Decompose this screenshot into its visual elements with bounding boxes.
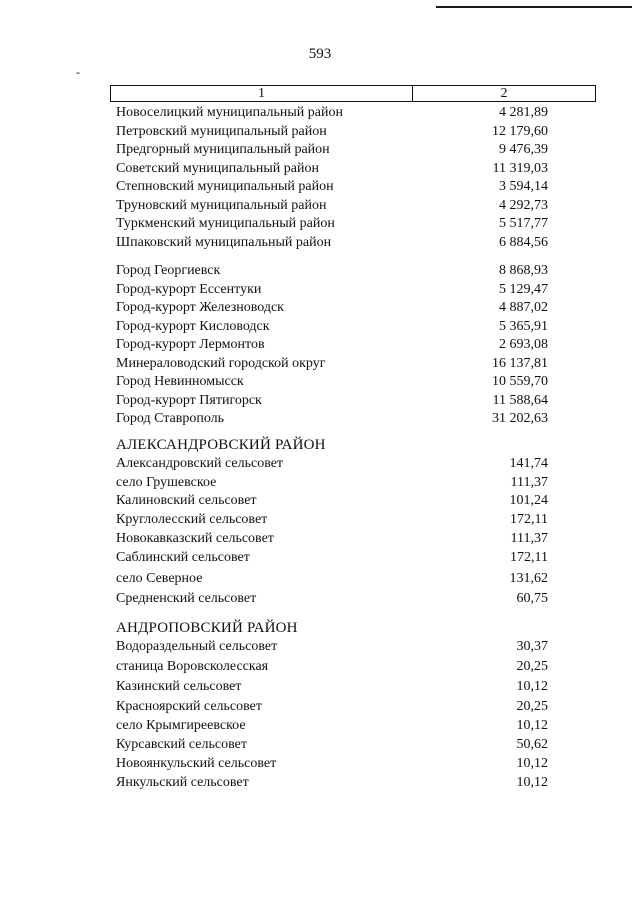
table-row [116, 717, 548, 735]
row-name: Красноярский сельсовет [116, 699, 262, 714]
table-row [116, 299, 548, 317]
row-name: Новоянкульский сельсовет [116, 756, 277, 771]
row-value: 5 129,47 [499, 282, 548, 297]
row-name: Минераловодский городской округ [116, 356, 326, 371]
row-value: 111,37 [510, 531, 548, 546]
row-value: 10,12 [516, 756, 548, 771]
row-value: 141,74 [509, 456, 548, 471]
row-value: 4 281,89 [499, 105, 548, 120]
row-value: 4 887,02 [499, 300, 548, 315]
table-row [116, 698, 548, 716]
row-name: Курсавский сельсовет [116, 737, 247, 752]
table-row [116, 373, 548, 391]
row-value: 20,25 [516, 699, 548, 714]
row-name: Александровский сельсовет [116, 456, 284, 471]
row-value: 11 588,64 [492, 393, 548, 408]
table-row [116, 141, 548, 159]
section-heading: АНДРОПОВСКИЙ РАЙОН [116, 620, 298, 636]
table-row [116, 178, 548, 196]
row-value: 111,37 [510, 475, 548, 490]
row-value: 30,37 [516, 639, 548, 654]
row-name: Янкульский сельсовет [116, 775, 249, 790]
row-name: Советский муниципальный район [116, 161, 319, 176]
row-name: село Грушевское [116, 475, 217, 490]
row-name: Труновский муниципальный район [116, 198, 327, 213]
row-name: Город-курорт Железноводск [116, 300, 284, 315]
row-value: 172,11 [510, 512, 548, 527]
row-name: Новоселицкий муниципальный район [116, 105, 343, 120]
row-value: 9 476,39 [499, 142, 548, 157]
row-value: 10,12 [516, 679, 548, 694]
row-name: Петровский муниципальный район [116, 124, 327, 139]
row-name: Казинский сельсовет [116, 679, 242, 694]
page-number: 593 [308, 46, 332, 62]
column-header-2: 2 [500, 86, 508, 101]
table-row [116, 570, 548, 588]
row-value: 5 517,77 [499, 216, 548, 231]
row-value: 10 559,70 [492, 374, 548, 389]
table-row [116, 530, 548, 548]
table-row [116, 590, 548, 608]
section-heading: АЛЕКСАНДРОВСКИЙ РАЙОН [116, 437, 326, 453]
table-row [116, 755, 548, 773]
row-value: 60,75 [516, 591, 548, 606]
row-value: 50,62 [516, 737, 548, 752]
table-row [116, 511, 548, 529]
row-name: Круглолесский сельсовет [116, 512, 268, 527]
table-row [116, 549, 548, 567]
row-name: Город Ставрополь [116, 411, 225, 426]
table-row [116, 774, 548, 792]
table-row [116, 410, 548, 428]
table-row [116, 160, 548, 178]
row-name: Калиновский сельсовет [116, 493, 257, 508]
row-name: Город Георгиевск [116, 263, 221, 278]
table-row [116, 638, 548, 656]
row-name: Город-курорт Кисловодск [116, 319, 270, 334]
row-value: 6 884,56 [499, 235, 548, 250]
row-value: 131,62 [509, 571, 548, 586]
row-value: 16 137,81 [492, 356, 548, 371]
table-row [116, 392, 548, 410]
row-value: 8 868,93 [499, 263, 548, 278]
row-value: 10,12 [516, 775, 548, 790]
column-header-1: 1 [111, 86, 413, 101]
table-row [116, 474, 548, 492]
row-name: Туркменский муниципальный район [116, 216, 335, 231]
table-row [116, 197, 548, 215]
row-value: 2 693,08 [499, 337, 548, 352]
row-name: Шпаковский муниципальный район [116, 235, 332, 250]
table-row [116, 215, 548, 233]
row-name: станица Воровсколесская [116, 659, 269, 674]
table-row [116, 678, 548, 696]
table-row [116, 658, 548, 676]
table-row [116, 262, 548, 280]
table-row [116, 355, 548, 373]
table-header [110, 85, 596, 102]
table-row [116, 234, 548, 252]
row-name: Город-курорт Лермонтов [116, 337, 265, 352]
row-value: 20,25 [516, 659, 548, 674]
row-value: 12 179,60 [492, 124, 548, 139]
row-name: село Крымгиреевское [116, 718, 246, 733]
row-value: 101,24 [509, 493, 548, 508]
row-name: село Северное [116, 571, 203, 586]
row-name: Саблинский сельсовет [116, 550, 250, 565]
row-name: Предгорный муниципальный район [116, 142, 330, 157]
table-row [116, 736, 548, 754]
table-row [116, 455, 548, 473]
row-name: Средненский сельсовет [116, 591, 257, 606]
top-rule [436, 6, 632, 8]
table-row [116, 281, 548, 299]
margin-mark: - [76, 65, 80, 79]
row-value: 11 319,03 [492, 161, 548, 176]
row-name: Город Невинномысск [116, 374, 244, 389]
row-name: Город-курорт Пятигорск [116, 393, 262, 408]
row-name: Новокавказский сельсовет [116, 531, 274, 546]
row-name: Степновский муниципальный район [116, 179, 334, 194]
table-row [116, 318, 548, 336]
table-row [116, 104, 548, 122]
row-value: 5 365,91 [499, 319, 548, 334]
table-row [116, 336, 548, 354]
row-value: 31 202,63 [492, 411, 548, 426]
row-value: 3 594,14 [499, 179, 548, 194]
row-value: 10,12 [516, 718, 548, 733]
row-value: 4 292,73 [499, 198, 548, 213]
row-value: 172,11 [510, 550, 548, 565]
row-name: Водораздельный сельсовет [116, 639, 278, 654]
row-name: Город-курорт Ессентуки [116, 282, 262, 297]
table-row [116, 123, 548, 141]
table-row [116, 492, 548, 510]
